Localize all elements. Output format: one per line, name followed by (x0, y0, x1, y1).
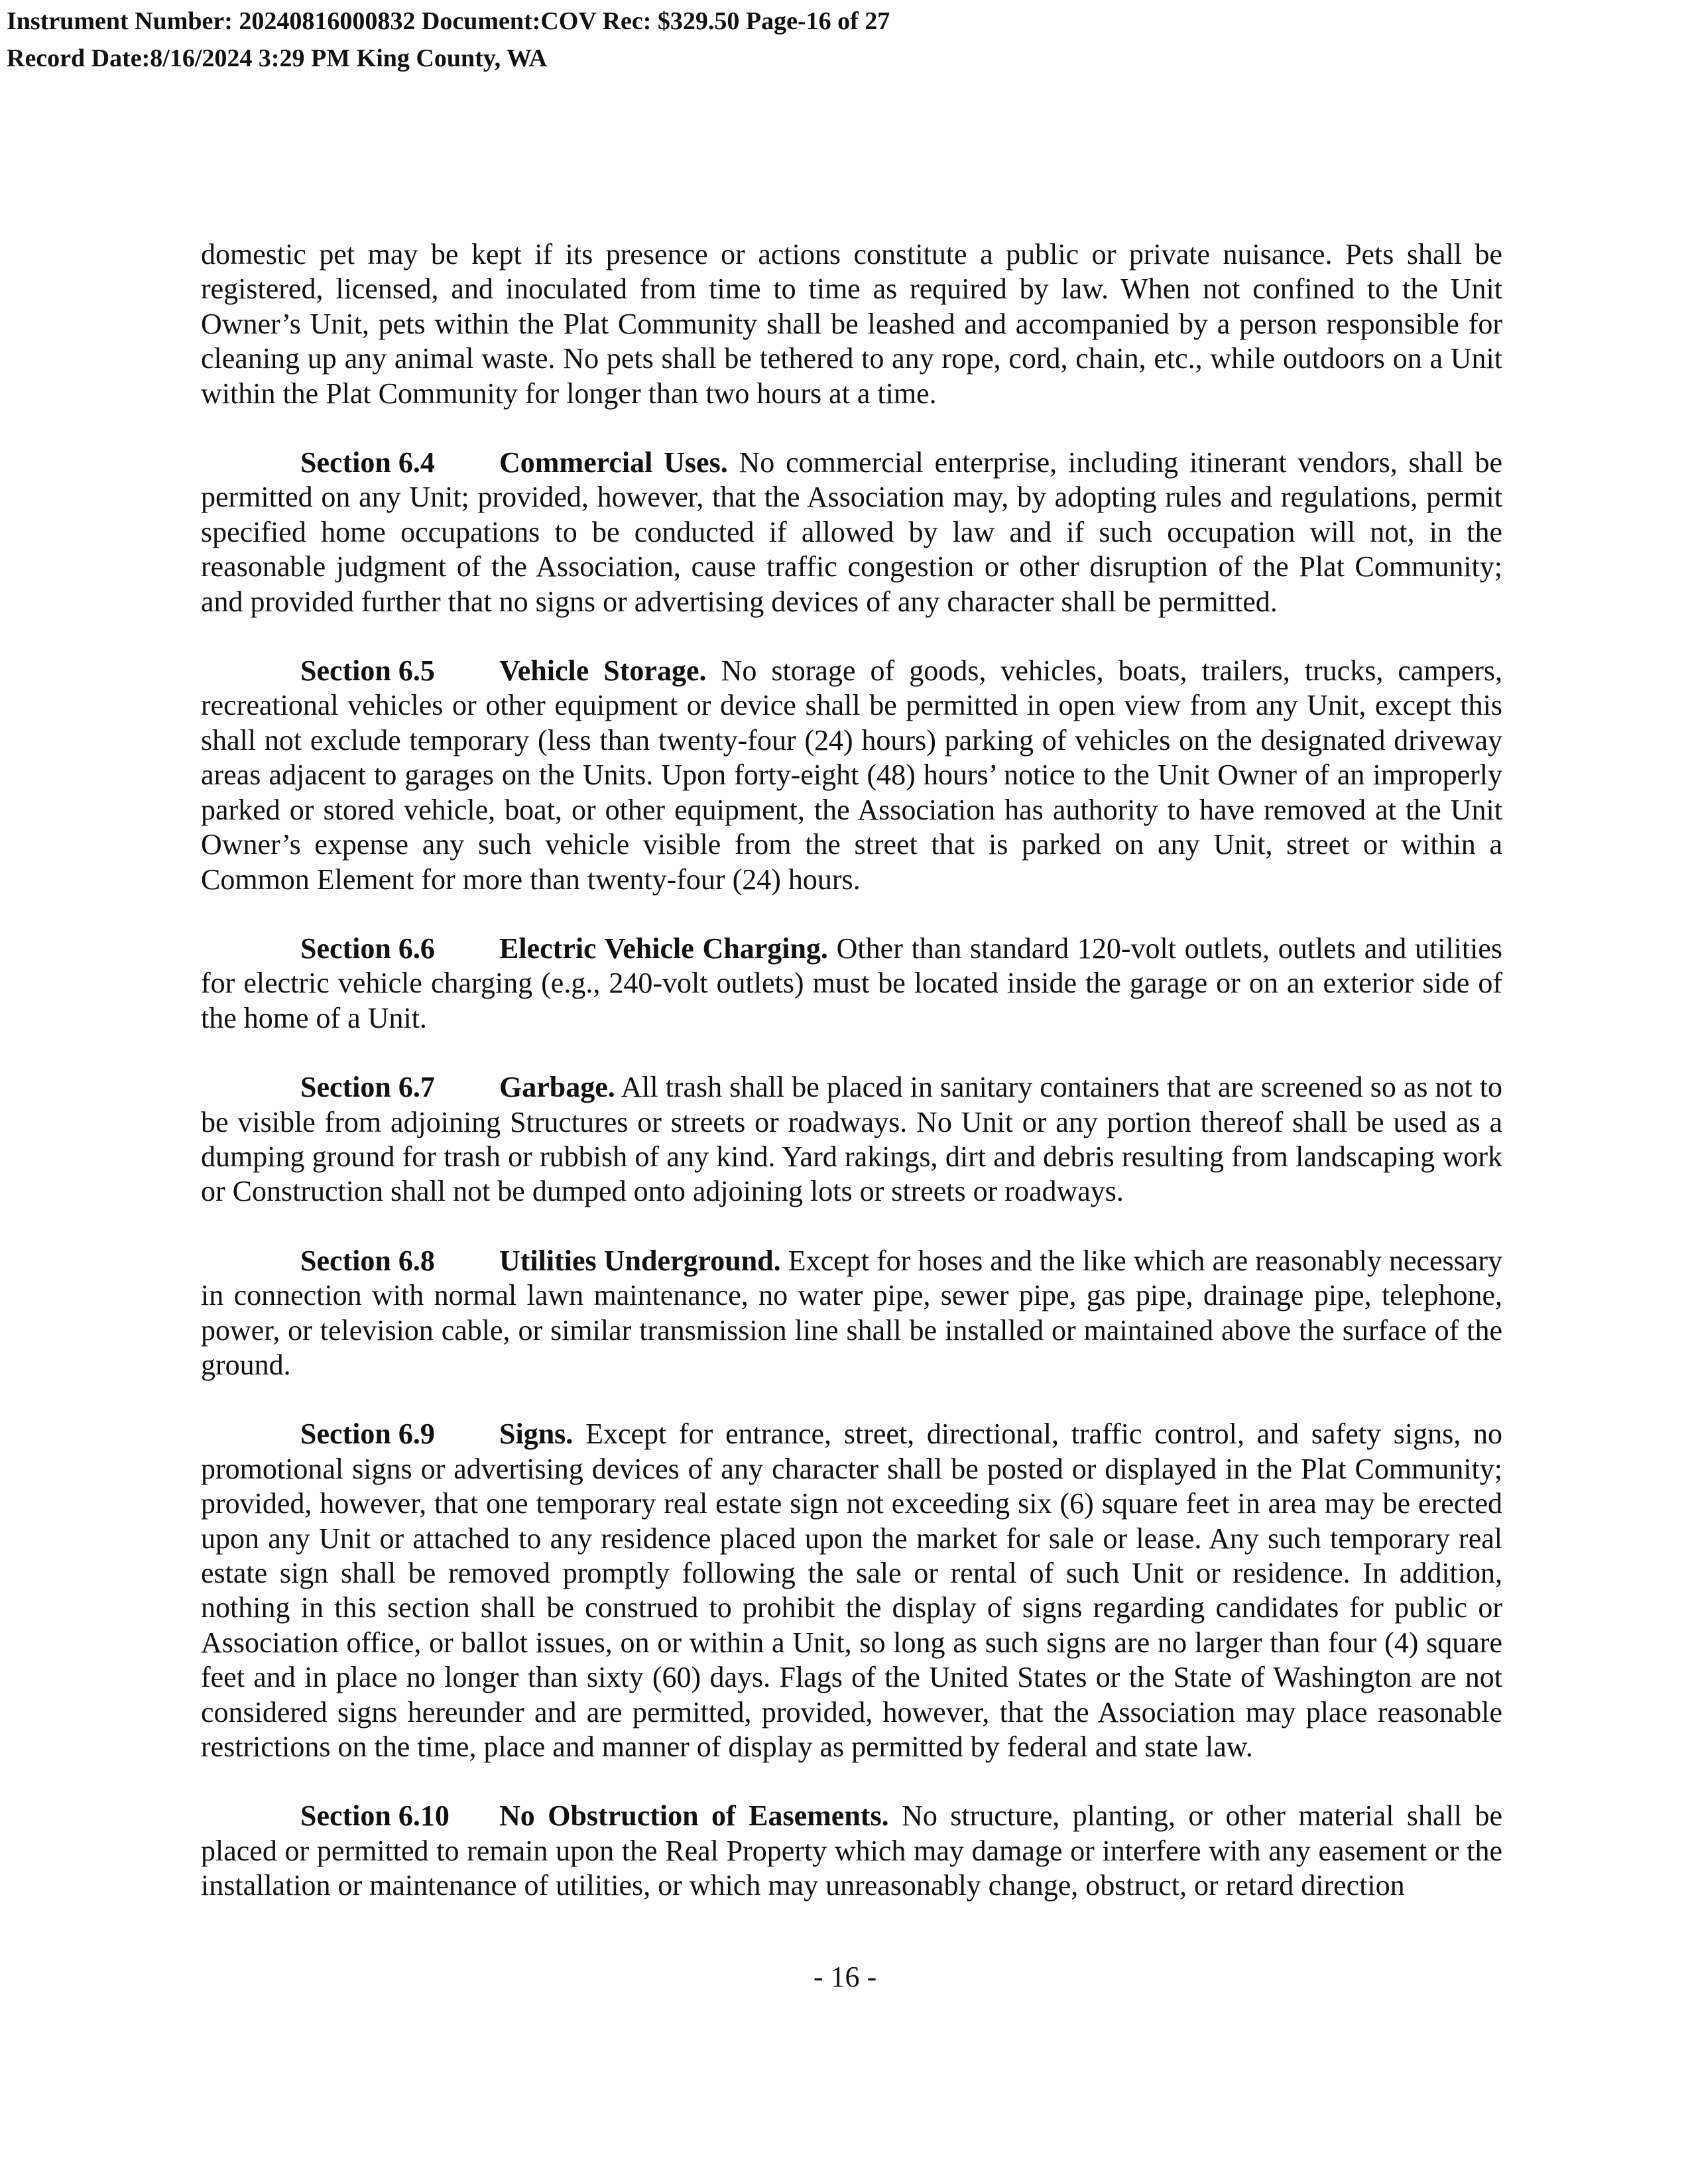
section-6-4 (201, 446, 1502, 619)
recording-header (7, 3, 890, 77)
section-6-7 (201, 1070, 1502, 1209)
section-title: Vehicle Storage. (499, 654, 707, 688)
section-title: Commercial Uses. (499, 446, 728, 479)
section-title: Electric Vehicle Charging. (499, 932, 828, 965)
section-title: Signs. (499, 1418, 573, 1451)
section-6-9 (201, 1417, 1502, 1764)
section-6-5 (201, 654, 1502, 897)
section-title: Garbage. (499, 1071, 615, 1104)
section-number: Section 6.8 (300, 1244, 435, 1277)
section-number: Section 6.9 (300, 1418, 435, 1451)
section-6-6 (201, 932, 1502, 1036)
section-text: No storage of goods, vehicles, boats, trailers, trucks, campers, recreational vehicles or other equipment or device shall be permitted in open view from any Unit, except this shall not exclude temporary (less than twenty-four (24) hours) parking of vehicles on the designated driveway areas adjacent to garages on the Units. Upon forty-eight (48) hours’ notice to the Unit Owner of an improperly parked or stored vehicle, boat, or other equipment, the Association has authority to have removed at the Unit Owner’s expense any such vehicle visible from the street that is parked on any Unit, street or within a Common Element for more than twenty-four (24) hours. (201, 654, 1502, 896)
page-number: - 16 - (813, 1961, 877, 1993)
intro-paragraph: domestic pet may be kept if its presence or actions constitute a public or private nuisance. Pets shall be registered, licensed, and inoculated from time to time as required by law. When not confined to the Unit Owner’s Unit, pets within the Plat Community shall be leashed and accompanied by a person responsible for cleaning up any animal waste. No pets shall be tethered to any rope, cord, chain, etc., while outdoors on a Unit within the Plat Community for longer than two hours at a time. (201, 238, 1502, 410)
recording-header-line-2: Record Date:8/16/2024 3:29 PM King County, WA (7, 44, 548, 72)
recording-header-line-1: Instrument Number: 20240816000832 Document:COV Rec: $329.50 Page-16 of 27 (7, 7, 890, 35)
section-text: Other than standard 120-volt outlets, outlets and utilities for electric vehicle charging (e.g., 240-volt outlets) must be located inside the garage or on an exterior side of the home of a Unit. (201, 932, 1502, 1034)
section-6-10 (201, 1799, 1502, 1903)
section-number: Section 6.4 (300, 446, 435, 479)
section-title: Utilities Underground. (499, 1244, 781, 1277)
section-text: Except for hoses and the like which are reasonably necessary in connection with normal lawn maintenance, no water pipe, sewer pipe, gas pipe, drainage pipe, telephone, power, or television cable, or similar transmission line shall be installed or maintained above the surface of the ground. (201, 1244, 1502, 1381)
section-text: No structure, planting, or other material shall be placed or permitted to remain upon the Real Property which may damage or interfere with any easement or the installation or maintenance of utilities, or which may unreasonably change, obstruct, or retard direction (201, 1799, 1503, 1902)
section-number: Section 6.10 (300, 1799, 450, 1833)
section-text: No commercial enterprise, including itinerant vendors, shall be permitted on any Unit; provided, however, that the Association may, by adopting rules and regulations, permit specified home occupations to be conducted if allowed by law and if such occupation will not, in the reasonable judgment of the Association, cause traffic congestion or other disruption of the Plat Community; and provided further that no signs or advertising devices of any character shall be permitted. (201, 446, 1502, 618)
section-text: Except for entrance, street, directional, traffic control, and safety signs, no promotional signs or advertising devices of any character shall be posted or displayed in the Plat Community; provided, however, that one temporary real estate sign not exceeding six (6) square feet in area may be erected upon any Unit or attached to any residence placed upon the market for sale or lease. Any such temporary real estate sign shall be removed promptly following the sale or rental of such Unit or residence. In addition, nothing in this section shall be construed to prohibit the display of signs regarding candidates for public or Association office, or ballot issues, on or within a Unit, so long as such signs are no larger than four (4) square feet and in place no longer than sixty (60) days. Flags of the United States or the State of Washington are not considered signs hereunder and are permitted, provided, however, that the Association may place reasonable restrictions on the time, place and manner of display as permitted by federal and state law. (201, 1418, 1502, 1764)
section-title: No Obstruction of Easements. (499, 1799, 889, 1833)
section-number: Section 6.6 (300, 932, 435, 965)
section-text: All trash shall be placed in sanitary containers that are screened so as not to be visible from adjoining Structures or streets or roadways. No Unit or any portion thereof shall be used as a dumping ground for trash or rubbish of any kind. Yard rakings, dirt and debris resulting from landscaping work or Construction shall not be dumped onto adjoining lots or streets or roadways. (201, 1071, 1502, 1208)
section-number: Section 6.7 (300, 1071, 435, 1104)
document-body (201, 237, 1502, 1938)
section-number: Section 6.5 (300, 654, 435, 688)
section-6-8 (201, 1244, 1502, 1383)
